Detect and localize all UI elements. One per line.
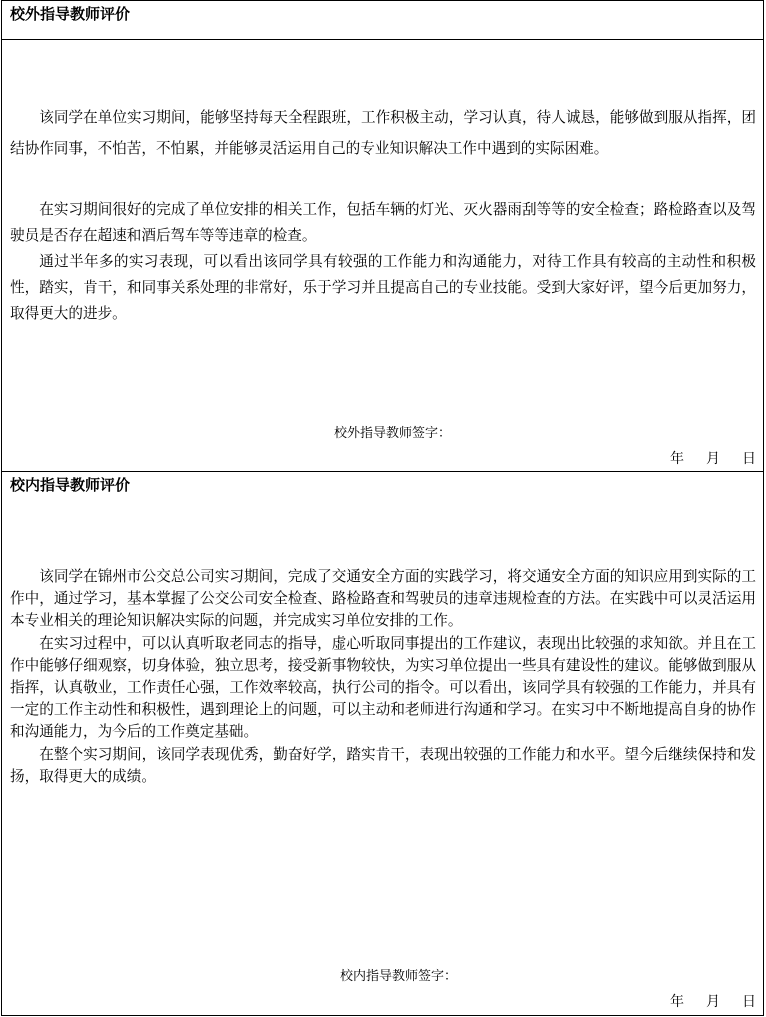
internal-date-year: 年 xyxy=(670,994,684,1010)
external-title-divider xyxy=(1,39,764,40)
section-divider xyxy=(1,471,764,472)
internal-date-month: 月 xyxy=(706,994,720,1010)
internal-evaluation-text xyxy=(10,566,756,788)
external-signature-label: 校外指导教师签字： xyxy=(334,426,452,441)
external-date-line xyxy=(670,451,756,467)
internal-paragraph-2: 在实习过程中，可以认真听取老同志的指导，虚心听取同事提出的工作建议，表现出比较强的求知欲。并且在工作中能够仔细观察，切身体验，独立思考，接受新事物较快，为实习单位提出一些具有建设性的建议。能够做到服从指挥，认真敬业，工作责任心强，工作效率较高，执行公司的指令。可以看出，该同学具有较强的工作能力，并具有一定的工作主动性和积极性，遇到理论上的问题，可以主动和老师进行沟通和学习。在实习中不断地提高自身的协作和沟通能力，为今后的工作奠定基础。 xyxy=(10,634,756,741)
internal-date-day: 日 xyxy=(742,994,756,1010)
external-evaluation-text-2 xyxy=(10,197,756,327)
external-paragraph-1: 该同学在单位实习期间，能够坚持每天全程跟班，工作积极主动，学习认真，待人诚恳，能够做到服从指挥，团结协作同事，不怕苦，不怕累，并能够灵活运用自己的专业知识解决工作中遇到的实际困难。 xyxy=(10,109,756,157)
external-evaluation-text xyxy=(10,102,756,164)
internal-signature-label: 校内指导教师签字： xyxy=(340,969,458,984)
external-section-title: 校外指导教师评价 xyxy=(10,5,131,23)
external-date-day: 日 xyxy=(742,451,756,467)
external-date-year: 年 xyxy=(670,451,684,467)
internal-section-title: 校内指导教师评价 xyxy=(10,476,131,494)
internal-paragraph-3: 在整个实习期间，该同学表现优秀，勤奋好学，踏实肯干，表现出较强的工作能力和水平。望今后继续保持和发扬，取得更大的成绩。 xyxy=(10,745,756,785)
external-date-month: 月 xyxy=(706,451,720,467)
external-paragraph-2: 在实习期间很好的完成了单位安排的相关工作，包括车辆的灯光、灭火器雨刮等等的安全检查；路检路查以及驾驶员是否存在超速和酒后驾车等等违章的检查。 xyxy=(10,201,756,244)
internal-paragraph-1: 该同学在锦州市公交总公司实习期间，完成了交通安全方面的实践学习，将交通安全方面的知识应用到实际的工作中，通过学习，基本掌握了公交公司安全检查、路检路查和驾驶员的违章违规检查的方法。在实践中可以灵活运用本专业相关的理论知识解决实际的问题，并完成实习单位安排的工作。 xyxy=(10,568,756,630)
external-paragraph-3: 通过半年多的实习表现，可以看出该同学具有较强的工作能力和沟通能力，对待工作具有较高的主动性和积极性，踏实，肯干，和同事关系处理的非常好，乐于学习并且提高自己的专业技能。受到大家好评，望今后更加努力，取得更大的进步。 xyxy=(10,253,756,322)
internal-date-line xyxy=(670,994,756,1010)
